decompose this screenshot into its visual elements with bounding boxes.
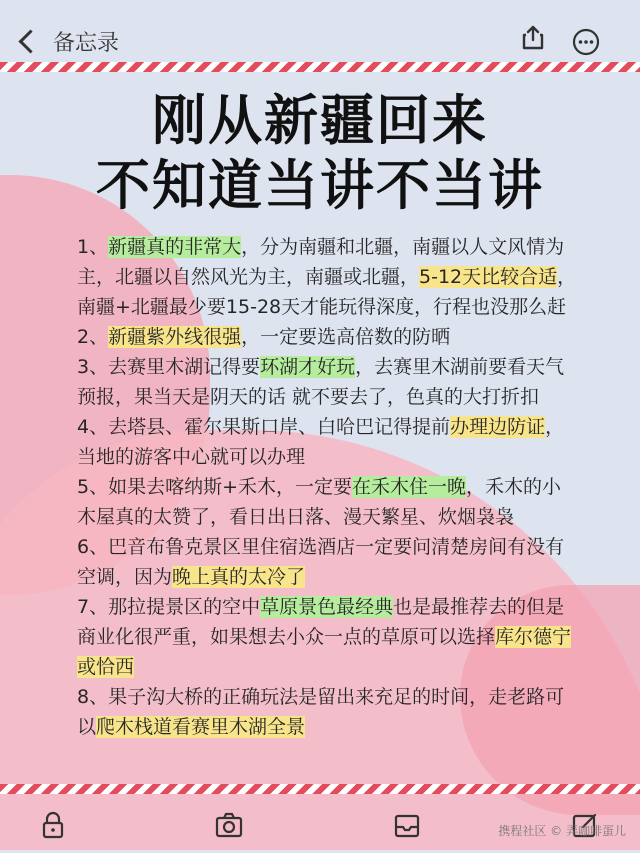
list-item: 7、那拉提景区的空中草原景色最经典也是最推荐去的但是商业化很严重，如果想去小众一点的草原可以选择库尔德宁或恰西 [77,596,572,678]
back-button[interactable] [22,26,119,57]
title-line-2: 不知道当讲不当讲 [96,154,544,217]
back-chevron-icon [18,29,42,53]
list-item: 1、新疆真的非常大，分为南疆和北疆，南疆以人文风情为主，北疆以自然风光为主，南疆或北疆，5-12天比较合适，南疆+北疆最少要15-28天才能玩得深度，行程也没那么赶 [77,236,577,318]
more-options-icon[interactable] [572,28,600,56]
back-label: 备忘录 [53,31,120,56]
list-item: 2、新疆紫外线很强，一定要选高倍数的防晒 [77,326,451,348]
top-toolbar [0,0,640,62]
bottom-toolbar [0,796,640,853]
inbox-icon[interactable] [392,810,422,840]
list-item: 6、巴音布鲁克景区里住宿选酒店一定要问清楚房间有没有空调，因为晚上真的太冷了 [77,536,565,588]
list-item: 4、去塔县、霍尔果斯口岸、白哈巴记得提前办理边防证，当地的游客中心就可以办理 [77,416,565,468]
stripe-divider-top [0,62,640,72]
stripe-divider-bottom [0,784,640,794]
watermark: 携程社区 © 弄咖啡蛋儿 [498,824,626,838]
list-item: 3、去赛里木湖记得要环湖才好玩，去赛里木湖前要看天气预报，果当天是阴天的话 就不要去了，色真的大打折扣 [77,356,565,408]
list-item: 5、如果去喀纳斯+禾木，一定要在禾木住一晚，禾木的小木屋真的太赞了，看日出日落、漫天繁星、炊烟袅袅 [77,476,562,528]
title-line-1: 刚从新疆回来 [152,89,488,152]
note-content [77,232,577,742]
lock-icon[interactable] [38,810,68,840]
share-icon[interactable] [520,24,546,50]
list-item: 8、果子沟大桥的正确玩法是留出来充足的时间，走老路可以爬木栈道看赛里木湖全景 [77,686,565,738]
camera-icon[interactable] [214,810,244,840]
